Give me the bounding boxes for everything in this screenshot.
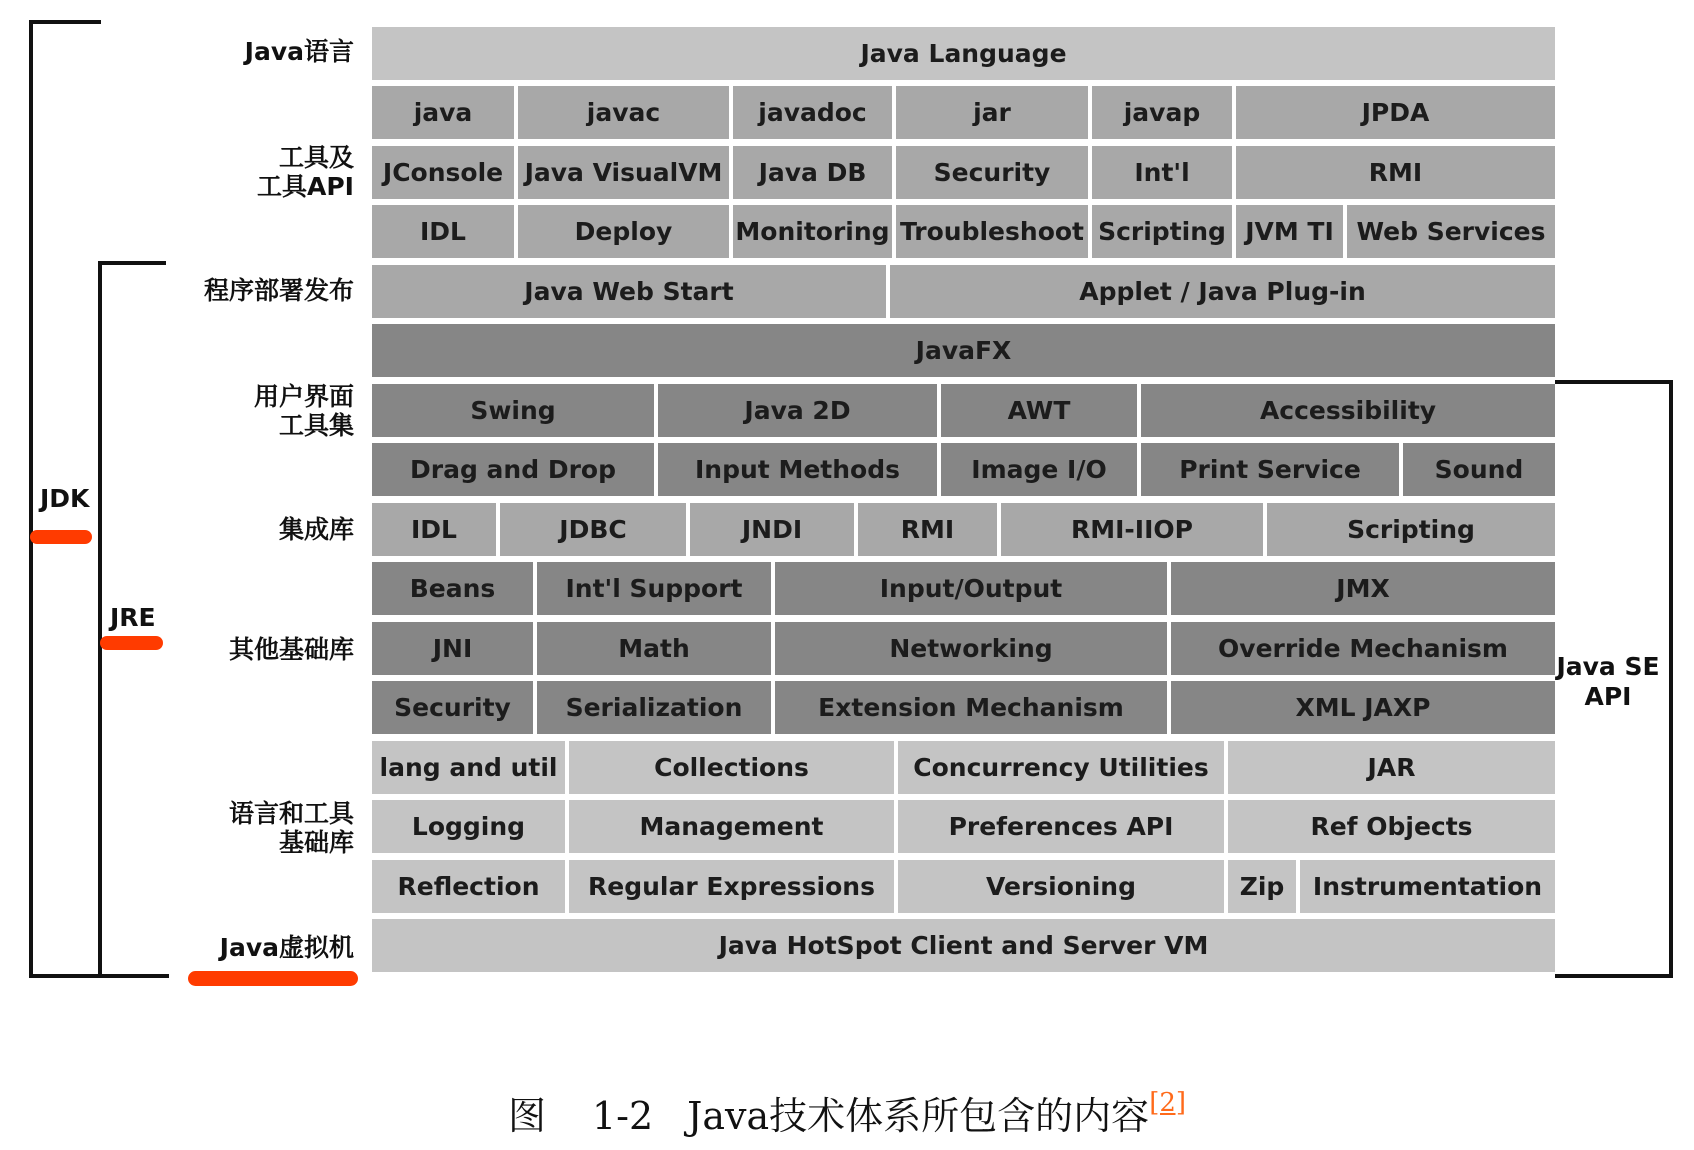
cell-rmi-tools: RMI: [1236, 146, 1555, 199]
cell-hotspot-vm: Java HotSpot Client and Server VM: [372, 919, 1555, 972]
cell-deploy: Deploy: [518, 205, 729, 258]
cell-print-service: Print Service: [1141, 443, 1399, 496]
cell-zip: Zip: [1228, 860, 1296, 913]
cell-java: java: [372, 86, 514, 139]
cell-jmx: JMX: [1171, 562, 1555, 615]
cell-networking: Networking: [775, 622, 1167, 675]
cell-scripting: Scripting: [1267, 503, 1555, 556]
api-label-line-2: API: [1584, 682, 1632, 711]
jdk-red-underline: [30, 530, 92, 544]
cell-intl-support: Int'l Support: [537, 562, 771, 615]
label-ui-toolkits: 用户界面 工具集: [253, 382, 354, 440]
caption-fig-number: 1-2: [591, 1094, 654, 1138]
cell-awt: AWT: [941, 384, 1137, 437]
cell-concurrency-utilities: Concurrency Utilities: [898, 741, 1224, 794]
cell-jar: JAR: [1228, 741, 1555, 794]
cell-rmi-iiop: RMI-IIOP: [1001, 503, 1263, 556]
cell-preferences-api: Preferences API: [898, 800, 1224, 853]
cell-instrumentation: Instrumentation: [1300, 860, 1555, 913]
caption-reference-link[interactable]: [2]: [1149, 1088, 1187, 1118]
cell-security-tools: Security: [896, 146, 1088, 199]
cell-math: Math: [537, 622, 771, 675]
api-label-line-1: Java SE: [1556, 652, 1660, 681]
cell-jconsole: JConsole: [372, 146, 514, 199]
jdk-label: JDK: [40, 484, 90, 513]
cell-image-io: Image I/O: [941, 443, 1137, 496]
jdk-bracket-vertical: [29, 20, 33, 978]
label-deployment: 程序部署发布: [203, 276, 354, 305]
cell-javac: javac: [518, 86, 729, 139]
cell-rmi: RMI: [858, 503, 997, 556]
cell-troubleshoot: Troubleshoot: [896, 205, 1088, 258]
cell-input-output: Input/Output: [775, 562, 1167, 615]
cell-jar: jar: [896, 86, 1088, 139]
cell-monitoring: Monitoring: [733, 205, 892, 258]
cell-idl: IDL: [372, 503, 496, 556]
cell-jvm-ti: JVM TI: [1236, 205, 1343, 258]
cell-ref-objects: Ref Objects: [1228, 800, 1555, 853]
cell-java-2d: Java 2D: [658, 384, 937, 437]
label-integration: 集成库: [278, 515, 354, 544]
cell-security: Security: [372, 681, 533, 734]
cell-collections: Collections: [569, 741, 894, 794]
cell-logging: Logging: [372, 800, 565, 853]
cell-java-visualvm: Java VisualVM: [518, 146, 729, 199]
cell-jndi: JNDI: [690, 503, 854, 556]
cell-jdbc: JDBC: [500, 503, 686, 556]
cell-swing: Swing: [372, 384, 654, 437]
jre-red-underline: [100, 636, 163, 650]
cell-jni: JNI: [372, 622, 533, 675]
cell-input-methods: Input Methods: [658, 443, 937, 496]
cell-lang-and-util: lang and util: [372, 741, 565, 794]
label-tools: 工具及 工具API: [257, 143, 354, 201]
cell-regular-expressions: Regular Expressions: [569, 860, 894, 913]
cell-scripting-tools: Scripting: [1092, 205, 1232, 258]
caption-fig-word: 图: [507, 1094, 546, 1138]
java-se-api-label: [1548, 652, 1668, 712]
cell-management: Management: [569, 800, 894, 853]
api-bracket-top: [1555, 380, 1673, 384]
cell-javap: javap: [1092, 86, 1232, 139]
cell-web-services: Web Services: [1347, 205, 1555, 258]
cell-intl-tools: Int'l: [1092, 146, 1232, 199]
cell-sound: Sound: [1403, 443, 1555, 496]
api-bracket-vertical: [1669, 380, 1673, 978]
label-other-base: 其他基础库: [228, 635, 354, 664]
cell-beans: Beans: [372, 562, 533, 615]
cell-java-db: Java DB: [733, 146, 892, 199]
cell-serialization: Serialization: [537, 681, 771, 734]
cell-override-mechanism: Override Mechanism: [1171, 622, 1555, 675]
cell-versioning: Versioning: [898, 860, 1224, 913]
cell-java-web-start: Java Web Start: [372, 265, 886, 318]
label-lang-util: 语言和工具 基础库: [228, 799, 354, 857]
jre-label: JRE: [110, 603, 156, 632]
cell-accessibility: Accessibility: [1141, 384, 1555, 437]
cell-reflection: Reflection: [372, 860, 565, 913]
cell-java-language: Java Language: [372, 27, 1555, 80]
cell-drag-and-drop: Drag and Drop: [372, 443, 654, 496]
cell-javafx: JavaFX: [372, 324, 1555, 377]
cell-extension-mechanism: Extension Mechanism: [775, 681, 1167, 734]
cell-jpda: JPDA: [1236, 86, 1555, 139]
cell-applet-plugin: Applet / Java Plug-in: [890, 265, 1555, 318]
api-bracket-bottom: [1555, 974, 1673, 978]
jvm-red-underline: [188, 971, 358, 986]
label-jvm: Java虚拟机: [219, 933, 354, 962]
jre-bracket-top: [98, 261, 166, 265]
jre-bracket-vertical: [98, 261, 102, 978]
figure-caption: [0, 1085, 1694, 1140]
jdk-bracket-top: [29, 20, 101, 24]
label-java-language: Java语言: [244, 37, 354, 66]
caption-text: Java技术体系所包含的内容: [687, 1094, 1150, 1138]
cell-idl-tools: IDL: [372, 205, 514, 258]
cell-javadoc: javadoc: [733, 86, 892, 139]
cell-xml-jaxp: XML JAXP: [1171, 681, 1555, 734]
